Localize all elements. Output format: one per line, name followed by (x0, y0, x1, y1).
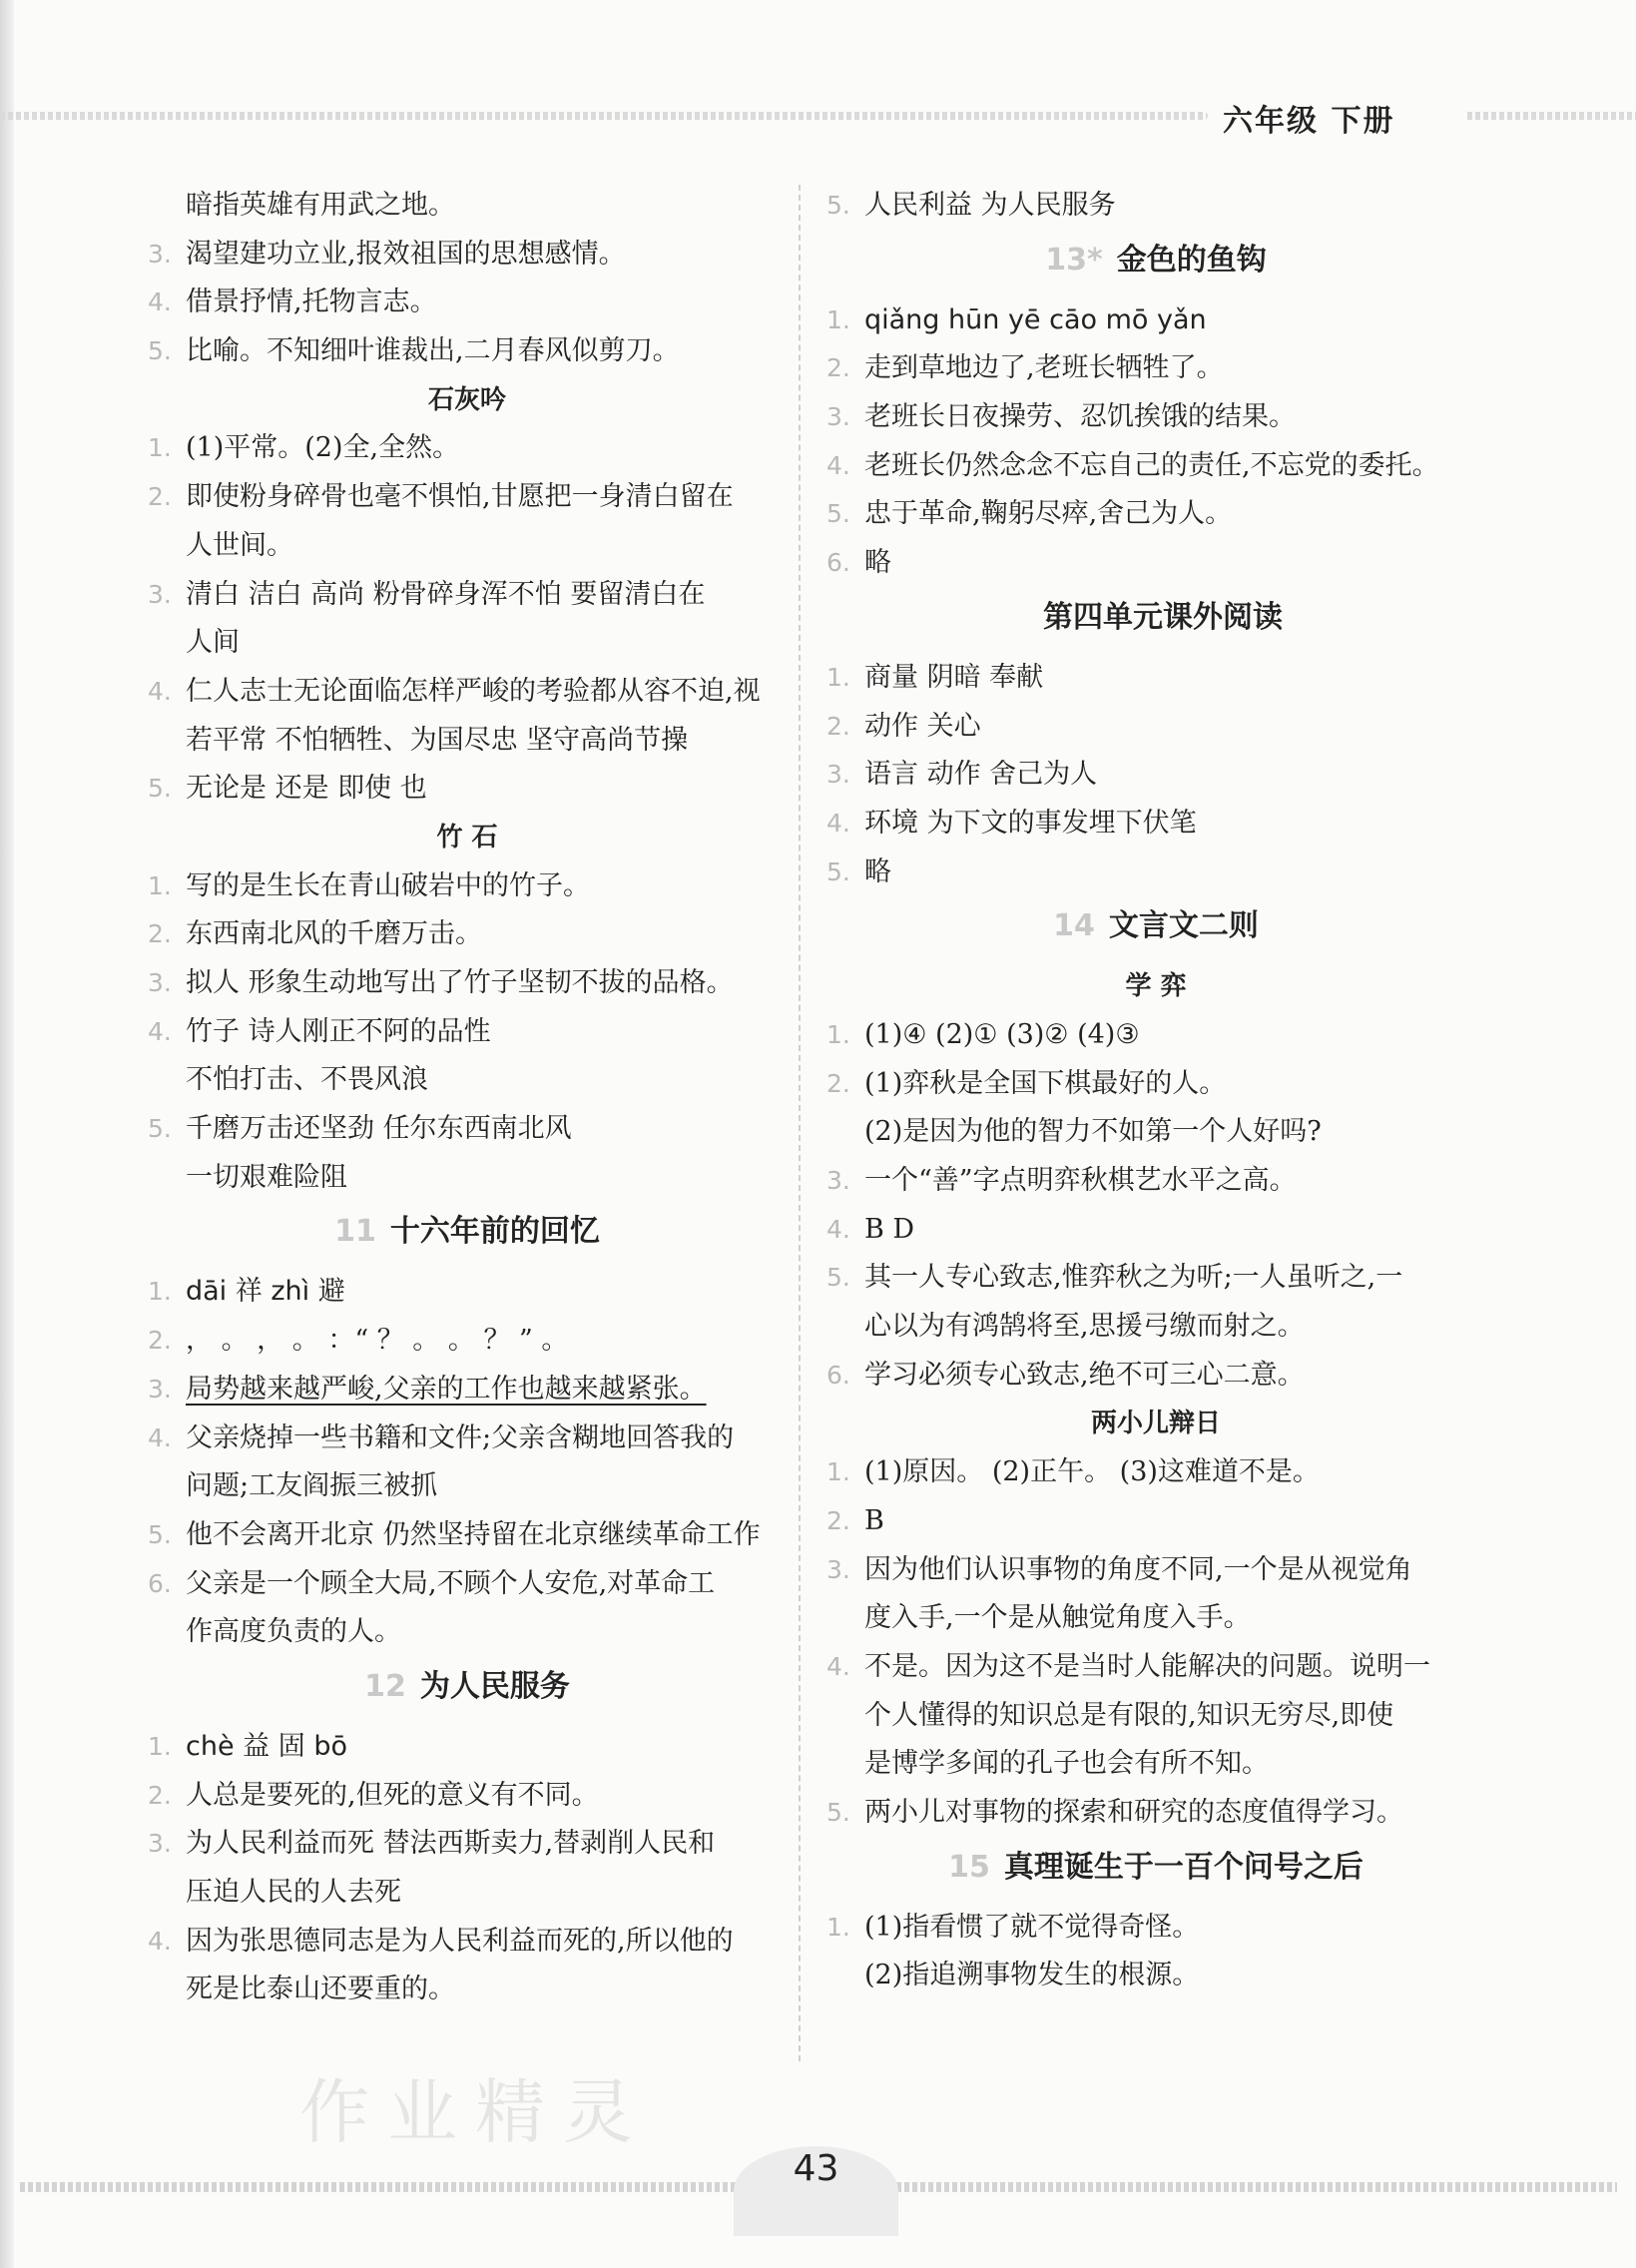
question-number: 3. (826, 1554, 850, 1584)
answer-line (148, 717, 787, 766)
question-number: 1. (826, 1457, 850, 1487)
answer-text: 若平常 不怕牺牲、为国尽忠 坚守高尚节操 (186, 724, 689, 756)
question-number: 4. (826, 1214, 850, 1244)
answer-line (826, 654, 1485, 703)
answer-text: 心以为有鸿鹄将至,思援弓缴而射之。 (864, 1311, 1305, 1343)
left-column (148, 182, 787, 2014)
question-number: 3. (826, 1166, 850, 1195)
question-number: 2. (148, 482, 172, 512)
answer-line (148, 1415, 787, 1463)
question-number: 2. (826, 1068, 850, 1098)
answer-text: 压迫人民的人去死 (186, 1877, 401, 1908)
question-number: 4. (148, 1926, 172, 1956)
answer-text: 老班长日夜操劳、忍饥挨饿的结果。 (864, 401, 1296, 433)
right-column (826, 182, 1485, 2000)
watermark: 作业精灵 (299, 2071, 651, 2153)
sub-heading: 竹 石 (436, 822, 498, 852)
answer-text: (1)弈秋是全国下棋最好的人。 (864, 1067, 1227, 1099)
question-number: 3. (148, 239, 172, 269)
answer-line (148, 1317, 787, 1366)
question-number: 4. (148, 287, 172, 317)
answer-text: 人民利益 为人民服务 (864, 190, 1116, 221)
answer-line (148, 1511, 787, 1560)
answer-line (148, 765, 787, 814)
answer-text: 因为他们认识事物的角度不同,一个是从视觉角 (864, 1553, 1412, 1585)
answer-line (826, 1692, 1485, 1741)
question-number: 3. (826, 402, 850, 432)
answer-line (148, 1560, 787, 1609)
answer-text: (2)指追溯事物发生的根源。 (864, 1960, 1200, 1991)
answer-line (826, 344, 1485, 393)
answer-line (826, 1904, 1485, 1953)
answer-text: 人间 (186, 627, 240, 659)
answer-line (148, 1918, 787, 1967)
question-number: 3. (148, 1374, 172, 1404)
answer-text: (1)平常。(2)全,全然。 (186, 432, 460, 464)
question-number: 1. (148, 1277, 172, 1307)
lesson-title: 金色的鱼钩 (1116, 242, 1267, 278)
lesson-number: 14 (1053, 908, 1095, 944)
answer-line (826, 296, 1485, 345)
question-number: 1. (826, 1912, 850, 1942)
answer-text: 商量 阴暗 奉献 (864, 661, 1044, 693)
question-number: 1. (148, 870, 172, 900)
question-number: 5. (148, 774, 172, 804)
answer-line (826, 1254, 1485, 1303)
answer-text: B D (864, 1213, 915, 1245)
answer-line (826, 1497, 1485, 1546)
question-number: 4. (826, 808, 850, 838)
grade-label: 六年级 下册 (1223, 104, 1395, 139)
footer-dots-left (20, 2182, 739, 2192)
question-number: 4. (826, 1651, 850, 1681)
lesson-title: 真理诞生于一百个问号之后 (1003, 1849, 1363, 1885)
answer-line (148, 1105, 787, 1154)
answer-text: 不怕打击、不畏风浪 (186, 1064, 428, 1096)
answer-line (148, 1608, 787, 1657)
answer-line (826, 1206, 1485, 1255)
lesson-heading (826, 588, 1485, 654)
question-number: 4. (148, 1016, 172, 1046)
answer-line (148, 1966, 787, 2014)
footer-dots-right (888, 2182, 1617, 2192)
answer-text: 千磨万击还坚劲 任尔东西南北风 (186, 1113, 572, 1145)
answer-line (148, 862, 787, 911)
question-number: 2. (826, 1505, 850, 1535)
question-number: 2. (148, 1780, 172, 1810)
sub-heading: 石灰吟 (427, 384, 506, 415)
answer-text: 他不会离开北京 仍然坚持留在北京继续革命工作 (186, 1518, 761, 1550)
answer-text: 仁人志士无论面临怎样严峻的考验都从容不迫,视 (186, 675, 761, 707)
answer-text: 略 (864, 855, 891, 887)
answer-text: 局势越来越严峻,父亲的工作也越来越紧张。 (186, 1373, 707, 1405)
answer-line (148, 1366, 787, 1415)
question-number: 2. (148, 1326, 172, 1356)
question-number: 3. (148, 579, 172, 609)
answer-line (826, 490, 1485, 539)
answer-text: 即使粉身碎骨也毫不惧怕,甘愿把一身清白留在 (186, 481, 734, 513)
question-number: 3. (148, 968, 172, 997)
answer-text: (1)④ (2)① (3)② (4)③ (864, 1018, 1140, 1050)
answer-text: dāi 祥 zhì 避 (186, 1276, 345, 1308)
lesson-heading (826, 231, 1485, 296)
answer-line (826, 393, 1485, 442)
sub-heading: 学 弈 (1125, 971, 1187, 1002)
answer-text: 走到草地边了,老班长牺牲了。 (864, 352, 1224, 384)
answer-text: 渴望建功立业,报效祖国的思想感情。 (186, 238, 626, 270)
question-number: 2. (826, 353, 850, 383)
page-edge (0, 0, 14, 2268)
lesson-title: 为人民服务 (419, 1668, 570, 1704)
answer-line (148, 1462, 787, 1511)
lesson-title: 第四单元课外阅读 (1043, 599, 1283, 635)
answer-text: 作高度负责的人。 (186, 1616, 401, 1648)
answer-line (826, 1352, 1485, 1401)
answer-text: 父亲烧掉一些书籍和文件;父亲含糊地回答我的 (186, 1421, 735, 1453)
answer-line (826, 849, 1485, 897)
answer-text: 其一人专心致志,惟弈秋之为听;一人虽听之,一 (864, 1262, 1403, 1294)
answer-line (148, 1008, 787, 1057)
answer-text: 环境 为下文的事发埋下伏笔 (864, 807, 1197, 839)
answer-line (826, 751, 1485, 800)
lesson-title: 十六年前的回忆 (389, 1214, 600, 1250)
answer-text: 略 (864, 547, 891, 579)
answer-line (826, 1952, 1485, 2000)
answer-text: 度入手,一个是从触觉角度入手。 (864, 1602, 1251, 1634)
answer-text: 拟人 形象生动地写出了竹子坚韧不拔的品格。 (186, 967, 734, 998)
answer-line (826, 1060, 1485, 1109)
answer-line (148, 910, 787, 959)
answer-line (826, 442, 1485, 491)
lesson-heading (826, 896, 1485, 962)
answer-line (826, 1303, 1485, 1352)
answer-text: chè 益 固 bō (186, 1730, 347, 1762)
answer-text: 不是。因为这不是当时人能解决的问题。说明一 (864, 1650, 1430, 1682)
lesson-heading (148, 1657, 787, 1723)
answer-text: 暗指英雄有用武之地。 (186, 190, 455, 221)
question-number: 3. (148, 1829, 172, 1859)
answer-text: 个人懂得的知识总是有限的,知识无穷尽,即使 (864, 1699, 1394, 1731)
question-number: 1. (826, 662, 850, 692)
question-number: 1. (826, 1019, 850, 1049)
question-number: 5. (148, 336, 172, 366)
lesson-title: 文言文二则 (1108, 908, 1259, 944)
answer-text: B (864, 1504, 884, 1536)
question-number: 1. (148, 1731, 172, 1761)
question-number: 6. (148, 1568, 172, 1598)
answer-text: 老班长仍然念念不忘自己的责任,不忘党的委托。 (864, 449, 1439, 481)
question-number: 5. (148, 1519, 172, 1549)
answer-text: 为人民利益而死 替法西斯卖力,替剥削人民和 (186, 1828, 716, 1860)
question-number: 4. (826, 450, 850, 480)
answer-line (826, 1789, 1485, 1838)
answer-line (148, 424, 787, 473)
answer-line (148, 1154, 787, 1203)
answer-line (148, 231, 787, 280)
answer-text: 借景抒情,托物言志。 (186, 286, 437, 318)
answer-text: (2)是因为他的智力不如第一个人好吗? (864, 1116, 1322, 1148)
answer-text: 写的是生长在青山破岩中的竹子。 (186, 869, 590, 901)
answer-text: 死是比泰山还要重的。 (186, 1974, 455, 2005)
answer-line (148, 668, 787, 717)
answer-line (826, 1108, 1485, 1157)
header-dots-left (0, 112, 1208, 120)
lesson-number: 11 (334, 1214, 376, 1250)
question-number: 3. (826, 760, 850, 790)
answer-line (148, 1820, 787, 1869)
lesson-number: 13* (1045, 242, 1103, 278)
answer-line (148, 279, 787, 327)
answer-text: 一切艰难险阻 (186, 1161, 347, 1193)
answer-line (826, 1011, 1485, 1060)
answer-line (148, 1723, 787, 1772)
answer-line (826, 1594, 1485, 1643)
question-number: 2. (148, 919, 172, 949)
header-dots-right (1467, 112, 1636, 120)
question-number: 2. (826, 711, 850, 741)
answer-text: 父亲是一个顾全大局,不顾个人安危,对革命工 (186, 1567, 716, 1599)
answer-text: qiǎng hūn yē cāo mō yǎn (864, 303, 1207, 335)
answer-line (148, 959, 787, 1008)
answer-line (148, 522, 787, 571)
answer-line (826, 1643, 1485, 1692)
question-number: 4. (148, 676, 172, 706)
lesson-number: 15 (948, 1849, 990, 1885)
answer-line (826, 1546, 1485, 1595)
answer-line (148, 1056, 787, 1105)
question-number: 5. (826, 856, 850, 886)
answer-line (148, 182, 787, 231)
answer-line (148, 619, 787, 668)
answer-line (148, 1772, 787, 1821)
question-number: 5. (148, 1114, 172, 1144)
question-number: 1. (826, 304, 850, 334)
answer-line (826, 182, 1485, 231)
answer-line (826, 1448, 1485, 1497)
answer-text: 东西南北风的千磨万击。 (186, 918, 482, 950)
answer-text: 比喻。不知细叶谁裁出,二月春风似剪刀。 (186, 335, 680, 367)
lesson-number: 12 (364, 1668, 406, 1704)
lesson-heading (148, 1202, 787, 1268)
answer-text: ， 。 ， 。 ：“ ？ 。 。 ？ ” 。 (186, 1325, 569, 1357)
answer-line (148, 1869, 787, 1918)
answer-line (148, 473, 787, 522)
answer-line (826, 1740, 1485, 1789)
question-number: 5. (826, 191, 850, 220)
question-number: 5. (826, 1263, 850, 1293)
answer-text: 是博学多闻的孔子也会有所不知。 (864, 1748, 1269, 1780)
answer-text: 竹子 诗人刚正不阿的品性 (186, 1015, 491, 1047)
answer-line (148, 571, 787, 620)
lesson-heading (826, 1838, 1485, 1904)
question-number: 5. (826, 1797, 850, 1827)
question-number: 5. (826, 499, 850, 529)
answer-text: (1)原因。 (2)正午。 (3)这难道不是。 (864, 1456, 1320, 1488)
answer-line (826, 539, 1485, 588)
question-number: 1. (148, 433, 172, 463)
answer-line (826, 703, 1485, 752)
answer-text: 清白 洁白 高尚 粉骨碎身浑不怕 要留清白在 (186, 578, 706, 610)
sub-heading: 两小儿辩日 (1090, 1409, 1221, 1439)
answer-text: 问题;工友阎振三被抓 (186, 1470, 438, 1502)
answer-line (148, 1268, 787, 1317)
question-number: 4. (148, 1422, 172, 1452)
answer-line (148, 327, 787, 376)
column-divider (799, 185, 801, 2061)
answer-text: 学习必须专心致志,绝不可三心二意。 (864, 1359, 1305, 1391)
answer-text: 语言 动作 舍己为人 (864, 759, 1098, 791)
answer-text: 人总是要死的,但死的意义有不同。 (186, 1779, 599, 1811)
answer-text: (1)指看惯了就不觉得奇怪。 (864, 1911, 1200, 1943)
answer-text: 一个“善”字点明弈秋棋艺水平之高。 (864, 1165, 1297, 1196)
answer-text: 忠于革命,鞠躬尽瘁,舍己为人。 (864, 498, 1233, 530)
answer-text: 动作 关心 (864, 710, 981, 742)
question-number: 6. (826, 1360, 850, 1390)
answer-text: 因为张思德同志是为人民利益而死的,所以他的 (186, 1925, 734, 1957)
answer-text: 无论是 还是 即使 也 (186, 773, 427, 805)
answer-text: 人世间。 (186, 529, 293, 561)
question-number: 6. (826, 548, 850, 578)
page-number: 43 (793, 2148, 839, 2189)
answer-text: 两小儿对事物的探索和研究的态度值得学习。 (864, 1796, 1403, 1828)
answer-line (826, 1157, 1485, 1206)
answer-line (826, 800, 1485, 849)
